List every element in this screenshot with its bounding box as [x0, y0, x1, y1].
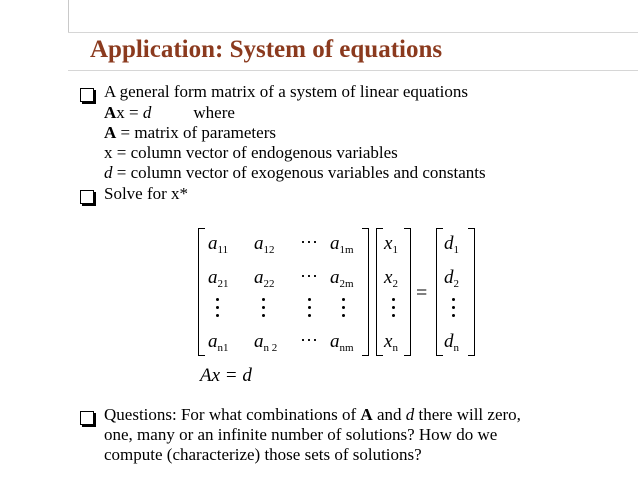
vector-x-cell: $x_1$ — [384, 233, 398, 256]
matrix-a-cell: $a_{12}$ — [254, 233, 275, 256]
matrix-a-cell: $a_{11}$ — [208, 233, 229, 256]
decorative-vertical-rule — [68, 0, 69, 33]
eq-d: d — [142, 103, 152, 122]
matrix-a-hdots: ⋯ — [300, 232, 318, 252]
definition-x: x = column vector of endogenous variables — [104, 143, 398, 162]
def-d-text: = column vector of exogenous variables and constants — [112, 163, 486, 182]
slide-title: Application: System of equations — [90, 36, 443, 63]
matrix-vdots — [262, 298, 266, 320]
matrix-a-cell: $a_{21}$ — [208, 267, 229, 290]
matrix-a-cell: $a_{22}$ — [254, 267, 275, 290]
vector-x-cell: $x_n$ — [384, 331, 398, 354]
vector-d-cell: $d_1$ — [444, 233, 459, 256]
equation-caption: Ax = d — [200, 365, 252, 386]
equals-sign: = — [416, 282, 428, 304]
matrix-a-cell: $a_{n1}$ — [208, 331, 229, 354]
vector-d-cell: $d_n$ — [444, 331, 459, 354]
def-A-symbol: A — [104, 123, 117, 142]
matrix-a-cell: $a_{n 2}$ — [254, 331, 278, 354]
definition-d — [104, 163, 486, 183]
matrix-a-hdots: ⋯ — [300, 266, 318, 286]
checkbox-bullet-icon — [80, 411, 94, 425]
vector-d-cell: $d_2$ — [444, 267, 459, 290]
matrix-vdots — [308, 298, 312, 320]
decorative-top-rule — [68, 32, 638, 33]
bullet-3-line-2: one, many or an infinite number of solutions? How do we — [104, 425, 498, 444]
bullet-1-text: A general form matrix of a system of linear equations — [104, 82, 468, 101]
checkbox-bullet-icon — [80, 190, 94, 204]
eq-x: x = — [116, 103, 143, 122]
vector-d-vdots — [452, 298, 456, 320]
eq-where: where — [193, 103, 235, 122]
vector-x-cell: $x_2$ — [384, 267, 398, 290]
matrix-equation — [190, 222, 490, 392]
title-divider — [68, 70, 638, 71]
matrix-vdots — [216, 298, 220, 320]
matrix-a-cell: $a_{nm}$ — [330, 331, 354, 354]
vector-d-left-bracket — [436, 228, 443, 356]
definition-A — [104, 123, 276, 143]
matrix-a-hdots: ⋯ — [300, 330, 318, 350]
bullet-3-line-3: compute (characterize) those sets of solutions? — [104, 445, 422, 464]
matrix-a-left-bracket — [198, 228, 205, 356]
matrix-a-cell: $a_{1m}$ — [330, 233, 354, 256]
matrix-vdots — [342, 298, 346, 320]
vector-x-right-bracket — [404, 228, 411, 356]
equation-line — [104, 103, 235, 123]
vector-x-vdots — [392, 298, 396, 320]
matrix-a-right-bracket — [362, 228, 369, 356]
vector-d-right-bracket — [468, 228, 475, 356]
checkbox-bullet-icon — [80, 88, 94, 102]
matrix-a-cell: $a_{2m}$ — [330, 267, 354, 290]
def-A-text: = matrix of parameters — [116, 123, 276, 142]
bullet-2-text: Solve for x* — [104, 184, 189, 203]
vector-x-left-bracket — [376, 228, 383, 356]
eq-matrix-A: A — [104, 103, 117, 122]
bullet-3-line-1: Questions: For what combinations of A and d there will zero, — [104, 405, 521, 424]
def-d-symbol: d — [104, 163, 113, 182]
